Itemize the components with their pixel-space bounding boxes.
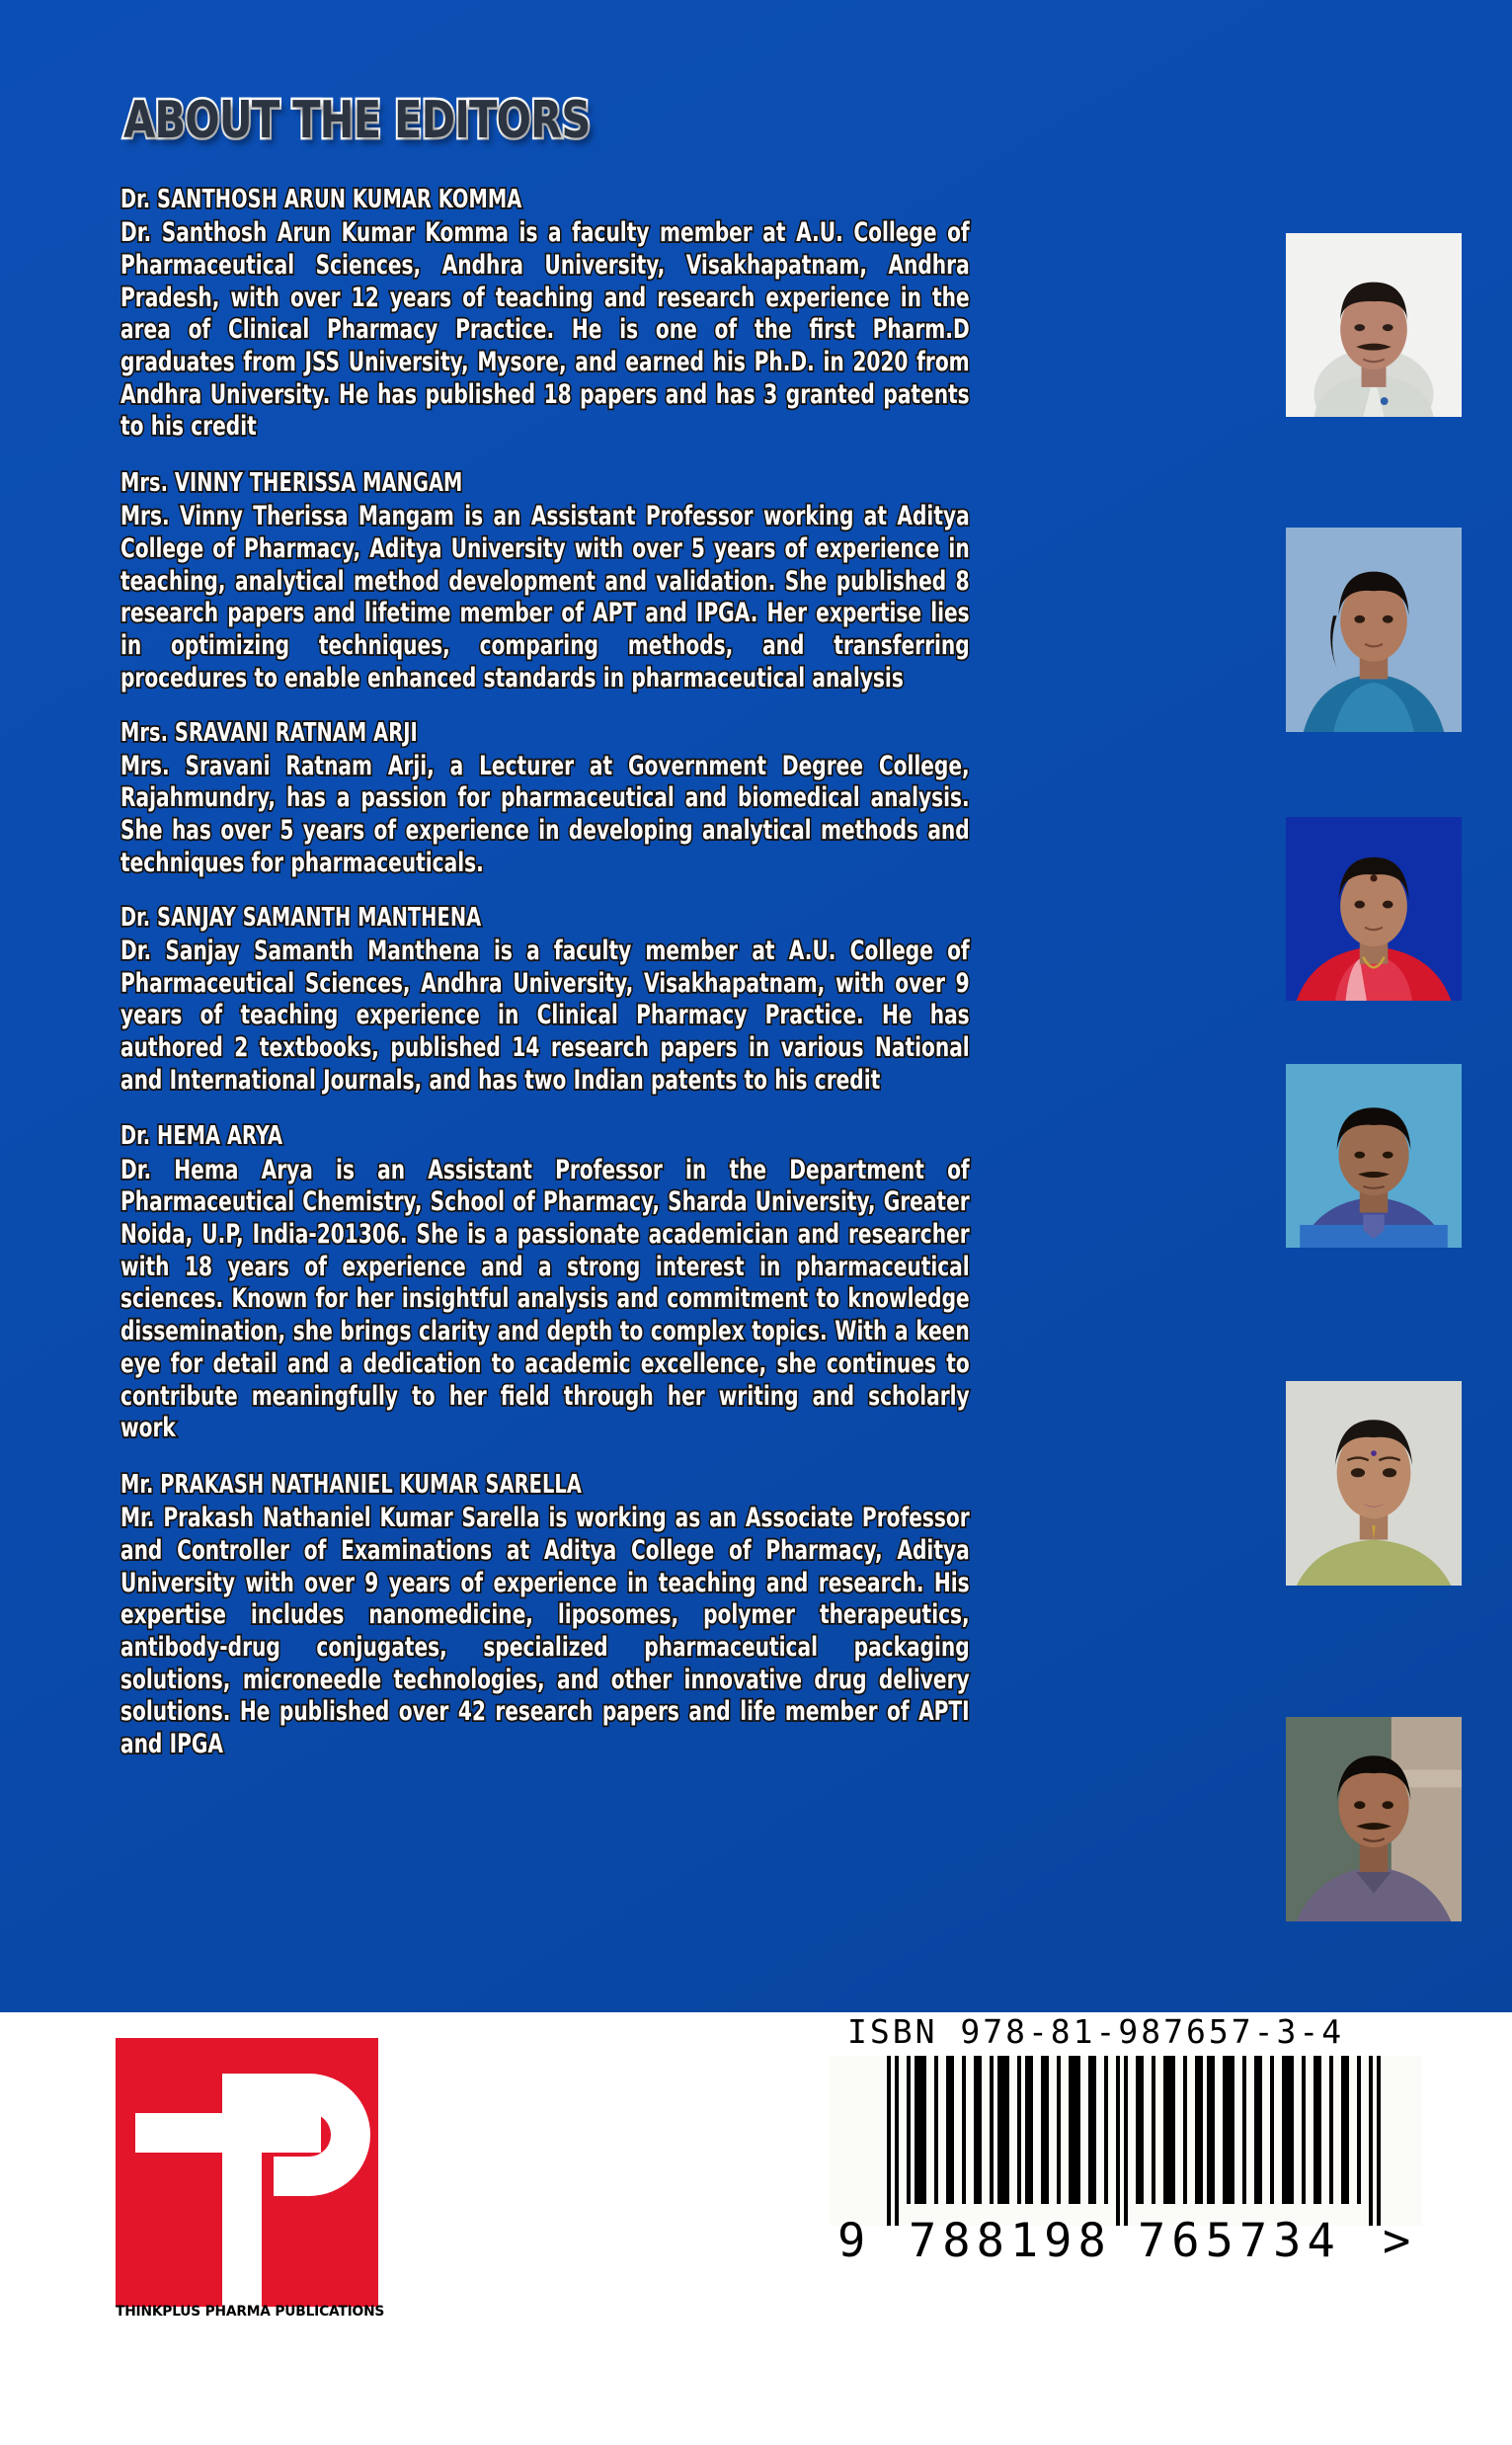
editor-photo (1286, 1381, 1462, 1586)
editor-entry (120, 467, 970, 694)
editor-photo (1286, 817, 1462, 1001)
page-title: ABOUT THE EDITORS (123, 91, 591, 150)
portrait-illustration (1286, 233, 1462, 417)
portrait-illustration (1286, 1717, 1462, 1921)
ean-left-digit: 9 (837, 2214, 866, 2268)
editor-entry (120, 184, 970, 444)
portrait-illustration (1286, 528, 1462, 732)
editor-entry (120, 1120, 970, 1445)
editor-bio-text: Mrs. Sravani Ratnam Arji, a Lecturer at Government Degree College, Rajahmundry, has a passion for pharmaceutical and biomedical analysis. She has over 5 years of experience in developing analytical methods and techniques for pharmaceuticals. (120, 750, 970, 878)
portrait-illustration (1286, 817, 1462, 1001)
editor-bio-text: Mr. Prakash Nathaniel Kumar Sarella is working as an Associate Professor and Controller of Examinations at Aditya College of Pharmacy, Aditya University with over 9 years of experience in teaching and research. His expertise includes nanomedicine, liposomes, polymer therapeutics, antibody-drug conjugates, specialized pharmaceutical packaging solutions, microneedle technologies, and other innovative drug delivery solutions. He published over 42 research papers and life member of APTI and IPGA (120, 1503, 970, 1760)
editor-bios-list (120, 184, 1276, 1761)
editor-name: Dr. SANTHOSH ARUN KUMAR KOMMA (120, 185, 522, 214)
editor-name: Mrs. SRAVANI RATNAM ARJI (120, 717, 418, 748)
isbn-block (830, 2012, 1442, 2268)
isbn-label: ISBN 978-81-987657-3-4 (847, 2012, 1345, 2051)
editor-name: Dr. HEMA ARYA (120, 1121, 283, 1152)
portrait-illustration (1286, 1381, 1462, 1586)
footer-bar (0, 2012, 1512, 2445)
editor-bio-text: Mrs. Vinny Therissa Mangam is an Assistant Professor working at Aditya College of Pharmacy, Aditya University with over 5 years of experience in teaching, analytical method development and validation. She published 8 research papers and lifetime member of APT and IPGA. Her expertise lies in optimizing techniques, comparing methods, and transferring procedures to enable enhanced standards in pharmaceutical analysis (120, 501, 970, 693)
editor-name: Dr. SANJAY SAMANTH MANTHENA (120, 902, 482, 933)
editor-bio-text: Dr. Hema Arya is an Assistant Professor in the Department of Pharmaceutical Chemistry, School of Pharmacy, Sharda University, Greater Noida, U.P, India-201306. She is a passionate academician and researcher with 18 years of experience and a strong interest in pharmaceutical sciences. Known for her insightful analysis and commitment to knowledge dissemination, she brings clarity and depth to complex topics. With a keen eye for detail and a dedication to academic excellence, she continues to contribute meaningfully to her field through her writing and scholarly work (120, 1154, 970, 1444)
editor-photo (1286, 1064, 1462, 1248)
editor-photo (1286, 233, 1462, 417)
barcode-bars (830, 2056, 1422, 2226)
thinkplus-tp-monogram-icon (116, 2038, 378, 2307)
editor-photo (1286, 1717, 1462, 1921)
ean-group-2: 765734 (1138, 2214, 1341, 2268)
editor-entry (120, 902, 970, 1098)
ean-group-1: 788198 (909, 2214, 1112, 2268)
editor-bio-text: Dr. Santhosh Arun Kumar Komma is a faculty member at A.U. College of Pharmaceutical Sciences, Andhra University, Visakhapatnam, Andhra Pradesh, with over 12 years of teaching and research experience in the area of Clinical Pharmacy Practice. He is one of the first Pharm.D graduates from JSS University, Mysore, and earned his Ph.D. in 2020 from Andhra University. He has published 18 papers and has 3 granted patents to his credit (120, 217, 970, 443)
editor-name: Mr. PRAKASH NATHANIEL KUMAR SARELLA (120, 1469, 582, 1500)
ean13-human-readable (830, 2214, 1422, 2268)
editor-entry (120, 1469, 970, 1761)
editor-entry (120, 717, 970, 880)
publisher-logo (116, 2038, 385, 2331)
editor-photo (1286, 528, 1462, 732)
editor-bio-text: Dr. Sanjay Samanth Manthena is a faculty member at A.U. College of Pharmaceutical Sciences, Andhra University, Visakhapatnam, with over 9 years of teaching experience in Clinical Pharmacy Practice. He has authored 2 textbooks, published 14 research papers in various National and International Journals, and has two Indian patents to his credit (120, 935, 970, 1096)
portrait-illustration (1286, 1064, 1462, 1248)
editor-name: Mrs. VINNY THERISSA MANGAM (120, 468, 463, 499)
ean-suffix: > (1383, 2214, 1411, 2268)
ean13-barcode (830, 2056, 1422, 2268)
publisher-name: THINKPLUS PHARMA PUBLICATIONS (116, 2304, 385, 2320)
